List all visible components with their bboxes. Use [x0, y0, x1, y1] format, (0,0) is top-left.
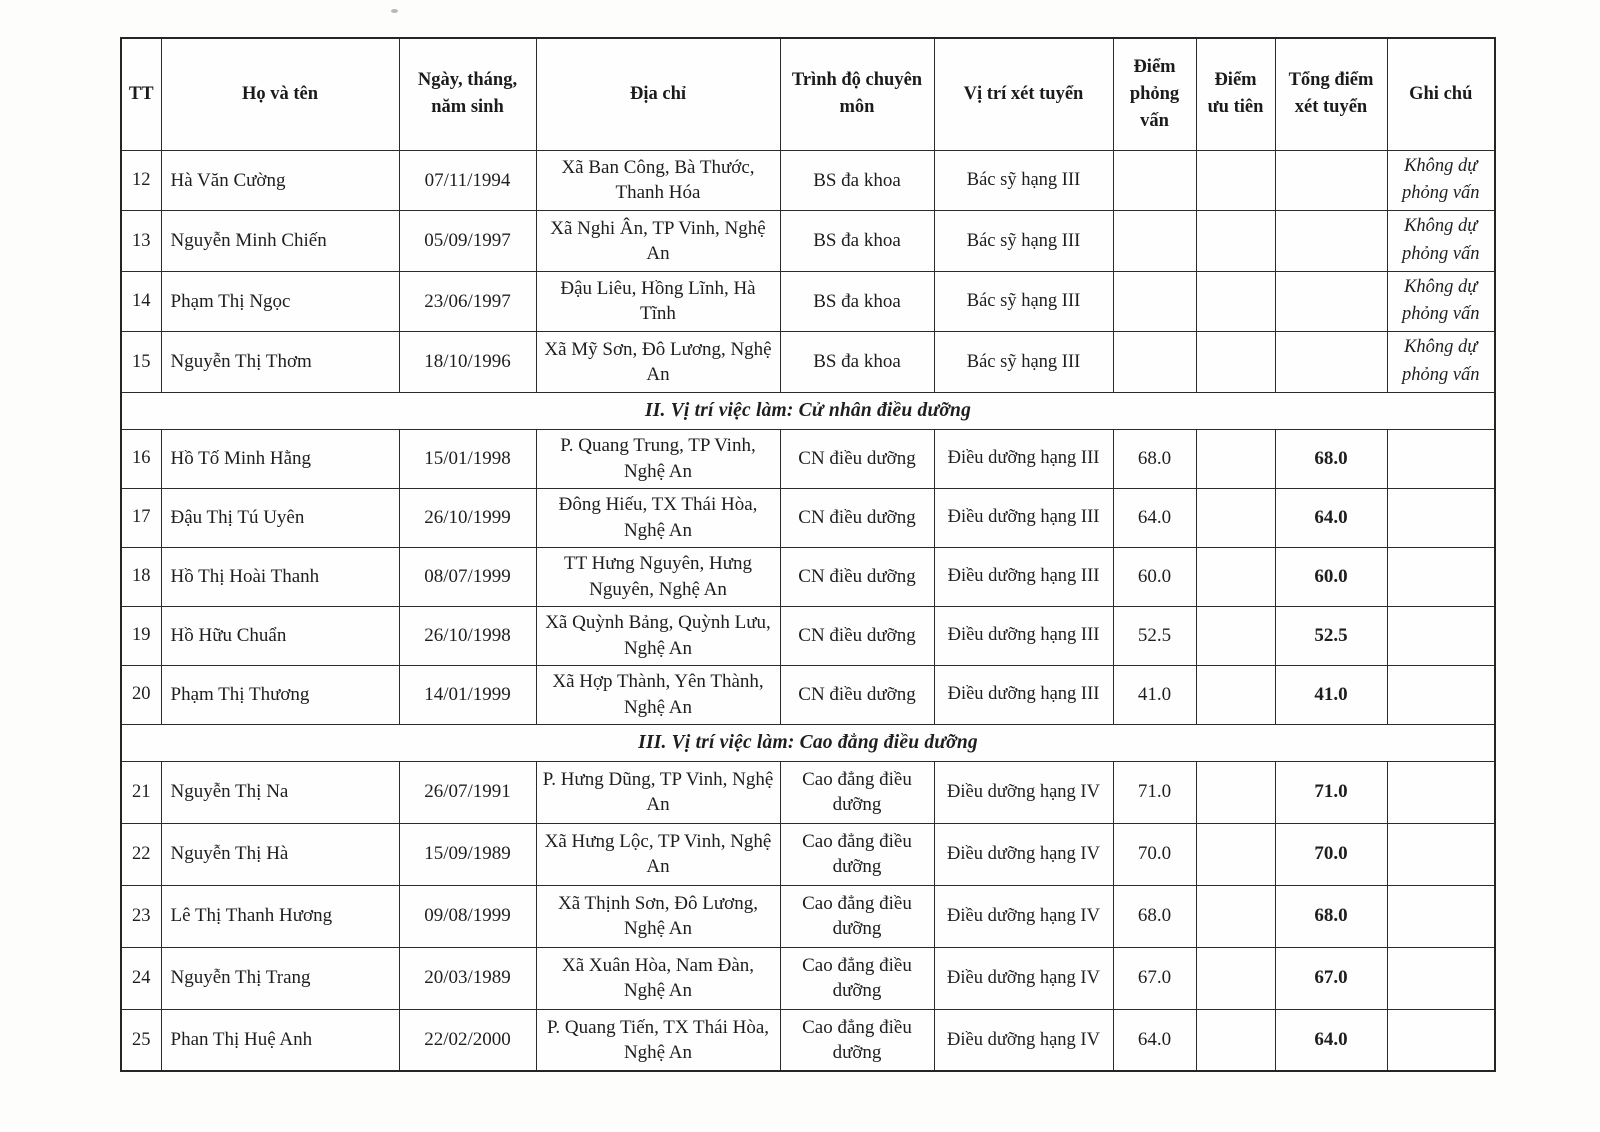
column-header-interview-score: Điểm phỏng vấn — [1113, 38, 1196, 150]
section-title: II. Vị trí việc làm: Cử nhân điều dưỡng — [121, 392, 1495, 429]
cell-qualification: BS đa khoa — [780, 211, 934, 272]
cell-stt: 15 — [121, 332, 161, 393]
cell-priority-score — [1196, 488, 1275, 547]
cell-interview-score: 52.5 — [1113, 606, 1196, 665]
cell-priority-score — [1196, 761, 1275, 823]
cell-priority-score — [1196, 947, 1275, 1009]
cell-total-score: 67.0 — [1275, 947, 1387, 1009]
cell-total-score: 52.5 — [1275, 606, 1387, 665]
cell-fullname: Nguyễn Thị Na — [161, 761, 399, 823]
cell-dob: 20/03/1989 — [399, 947, 536, 1009]
cell-priority-score — [1196, 665, 1275, 724]
cell-total-score: 68.0 — [1275, 885, 1387, 947]
table-row — [121, 271, 1495, 332]
cell-priority-score — [1196, 332, 1275, 393]
cell-fullname: Hà Văn Cường — [161, 150, 399, 211]
cell-note: Không dự phỏng vấn — [1387, 332, 1495, 393]
cell-position: Bác sỹ hạng III — [934, 332, 1113, 393]
cell-dob: 08/07/1999 — [399, 547, 536, 606]
cell-qualification: CN điều dưỡng — [780, 547, 934, 606]
column-header-note: Ghi chú — [1387, 38, 1495, 150]
cell-note — [1387, 1009, 1495, 1071]
cell-dob: 22/02/2000 — [399, 1009, 536, 1071]
table-row — [121, 429, 1495, 488]
cell-stt: 25 — [121, 1009, 161, 1071]
table-row — [121, 332, 1495, 393]
cell-total-score — [1275, 332, 1387, 393]
cell-total-score: 68.0 — [1275, 429, 1387, 488]
column-header-address: Địa chỉ — [536, 38, 780, 150]
cell-qualification: Cao đẳng điều dưỡng — [780, 885, 934, 947]
cell-total-score — [1275, 271, 1387, 332]
cell-stt: 18 — [121, 547, 161, 606]
cell-fullname: Phạm Thị Ngọc — [161, 271, 399, 332]
cell-fullname: Hồ Tố Minh Hằng — [161, 429, 399, 488]
cell-interview-score: 71.0 — [1113, 761, 1196, 823]
cell-stt: 13 — [121, 211, 161, 272]
cell-qualification: BS đa khoa — [780, 271, 934, 332]
cell-qualification: CN điều dưỡng — [780, 606, 934, 665]
cell-fullname: Phan Thị Huệ Anh — [161, 1009, 399, 1071]
table-row — [121, 606, 1495, 665]
table-row — [121, 823, 1495, 885]
cell-dob: 05/09/1997 — [399, 211, 536, 272]
cell-total-score — [1275, 211, 1387, 272]
cell-position: Điều dưỡng hạng IV — [934, 885, 1113, 947]
column-header-qualification: Trình độ chuyên môn — [780, 38, 934, 150]
cell-total-score: 64.0 — [1275, 1009, 1387, 1071]
cell-priority-score — [1196, 606, 1275, 665]
cell-position: Điều dưỡng hạng III — [934, 547, 1113, 606]
table-row — [121, 1009, 1495, 1071]
cell-stt: 23 — [121, 885, 161, 947]
table-row — [121, 947, 1495, 1009]
cell-total-score: 70.0 — [1275, 823, 1387, 885]
cell-interview-score — [1113, 271, 1196, 332]
cell-interview-score: 68.0 — [1113, 429, 1196, 488]
cell-total-score: 60.0 — [1275, 547, 1387, 606]
cell-position: Bác sỹ hạng III — [934, 211, 1113, 272]
cell-position: Bác sỹ hạng III — [934, 271, 1113, 332]
cell-address: Đậu Liêu, Hồng Lĩnh, Hà Tĩnh — [536, 271, 780, 332]
cell-interview-score — [1113, 211, 1196, 272]
section-title: III. Vị trí việc làm: Cao đẳng điều dưỡng — [121, 724, 1495, 761]
cell-address: TT Hưng Nguyên, Hưng Nguyên, Nghệ An — [536, 547, 780, 606]
cell-qualification: Cao đẳng điều dưỡng — [780, 761, 934, 823]
cell-priority-score — [1196, 1009, 1275, 1071]
cell-qualification: BS đa khoa — [780, 332, 934, 393]
cell-fullname: Nguyễn Minh Chiến — [161, 211, 399, 272]
cell-fullname: Phạm Thị Thương — [161, 665, 399, 724]
cell-dob: 07/11/1994 — [399, 150, 536, 211]
cell-note — [1387, 665, 1495, 724]
cell-address: P. Quang Tiến, TX Thái Hòa, Nghệ An — [536, 1009, 780, 1071]
table-row — [121, 211, 1495, 272]
cell-interview-score: 70.0 — [1113, 823, 1196, 885]
table-row — [121, 885, 1495, 947]
cell-interview-score: 64.0 — [1113, 1009, 1196, 1071]
cell-dob: 09/08/1999 — [399, 885, 536, 947]
cell-interview-score: 41.0 — [1113, 665, 1196, 724]
cell-note — [1387, 947, 1495, 1009]
cell-priority-score — [1196, 885, 1275, 947]
cell-priority-score — [1196, 211, 1275, 272]
cell-qualification: Cao đẳng điều dưỡng — [780, 823, 934, 885]
cell-interview-score — [1113, 332, 1196, 393]
cell-stt: 16 — [121, 429, 161, 488]
cell-fullname: Hồ Hữu Chuẩn — [161, 606, 399, 665]
cell-priority-score — [1196, 547, 1275, 606]
cell-position: Điều dưỡng hạng III — [934, 429, 1113, 488]
cell-interview-score: 64.0 — [1113, 488, 1196, 547]
cell-note — [1387, 885, 1495, 947]
table-row — [121, 488, 1495, 547]
cell-position: Bác sỹ hạng III — [934, 150, 1113, 211]
cell-address: Xã Quỳnh Bảng, Quỳnh Lưu, Nghệ An — [536, 606, 780, 665]
section-header-row — [121, 392, 1495, 429]
cell-note — [1387, 429, 1495, 488]
table-row — [121, 665, 1495, 724]
cell-fullname: Nguyễn Thị Trang — [161, 947, 399, 1009]
cell-total-score: 41.0 — [1275, 665, 1387, 724]
cell-priority-score — [1196, 429, 1275, 488]
cell-dob: 26/07/1991 — [399, 761, 536, 823]
scan-speckle — [391, 9, 398, 13]
table-row — [121, 547, 1495, 606]
cell-interview-score: 60.0 — [1113, 547, 1196, 606]
cell-total-score — [1275, 150, 1387, 211]
cell-address: Xã Nghi Ân, TP Vinh, Nghệ An — [536, 211, 780, 272]
cell-stt: 22 — [121, 823, 161, 885]
cell-note — [1387, 547, 1495, 606]
column-header-fullname: Họ và tên — [161, 38, 399, 150]
cell-address: P. Hưng Dũng, TP Vinh, Nghệ An — [536, 761, 780, 823]
cell-fullname: Đậu Thị Tú Uyên — [161, 488, 399, 547]
cell-dob: 26/10/1999 — [399, 488, 536, 547]
cell-address: Xã Ban Công, Bà Thước, Thanh Hóa — [536, 150, 780, 211]
cell-interview-score: 68.0 — [1113, 885, 1196, 947]
column-header-priority-score: Điểm ưu tiên — [1196, 38, 1275, 150]
cell-priority-score — [1196, 271, 1275, 332]
cell-note: Không dự phỏng vấn — [1387, 271, 1495, 332]
cell-position: Điều dưỡng hạng IV — [934, 761, 1113, 823]
cell-stt: 14 — [121, 271, 161, 332]
cell-position: Điều dưỡng hạng IV — [934, 1009, 1113, 1071]
column-header-tt: TT — [121, 38, 161, 150]
column-header-dob: Ngày, tháng, năm sinh — [399, 38, 536, 150]
cell-total-score: 71.0 — [1275, 761, 1387, 823]
cell-note: Không dự phỏng vấn — [1387, 211, 1495, 272]
cell-fullname: Lê Thị Thanh Hương — [161, 885, 399, 947]
cell-stt: 21 — [121, 761, 161, 823]
cell-note — [1387, 488, 1495, 547]
cell-note — [1387, 606, 1495, 665]
cell-note — [1387, 761, 1495, 823]
cell-qualification: Cao đẳng điều dưỡng — [780, 1009, 934, 1071]
recruitment-results-table — [120, 37, 1496, 1072]
cell-fullname: Hồ Thị Hoài Thanh — [161, 547, 399, 606]
cell-stt: 17 — [121, 488, 161, 547]
table-row — [121, 150, 1495, 211]
cell-qualification: CN điều dưỡng — [780, 429, 934, 488]
table-row — [121, 761, 1495, 823]
cell-position: Điều dưỡng hạng IV — [934, 823, 1113, 885]
column-header-position: Vị trí xét tuyển — [934, 38, 1113, 150]
cell-qualification: BS đa khoa — [780, 150, 934, 211]
cell-address: Đông Hiếu, TX Thái Hòa, Nghệ An — [536, 488, 780, 547]
cell-stt: 12 — [121, 150, 161, 211]
cell-note — [1387, 823, 1495, 885]
cell-dob: 18/10/1996 — [399, 332, 536, 393]
cell-stt: 19 — [121, 606, 161, 665]
header-row — [121, 38, 1495, 150]
cell-fullname: Nguyễn Thị Thơm — [161, 332, 399, 393]
cell-position: Điều dưỡng hạng III — [934, 606, 1113, 665]
cell-priority-score — [1196, 150, 1275, 211]
cell-dob: 14/01/1999 — [399, 665, 536, 724]
cell-interview-score — [1113, 150, 1196, 211]
cell-qualification: CN điều dưỡng — [780, 488, 934, 547]
cell-interview-score: 67.0 — [1113, 947, 1196, 1009]
cell-total-score: 64.0 — [1275, 488, 1387, 547]
cell-address: Xã Hưng Lộc, TP Vinh, Nghệ An — [536, 823, 780, 885]
cell-qualification: CN điều dưỡng — [780, 665, 934, 724]
cell-qualification: Cao đẳng điều dưỡng — [780, 947, 934, 1009]
cell-address: Xã Mỹ Sơn, Đô Lương, Nghệ An — [536, 332, 780, 393]
cell-fullname: Nguyễn Thị Hà — [161, 823, 399, 885]
cell-priority-score — [1196, 823, 1275, 885]
cell-dob: 23/06/1997 — [399, 271, 536, 332]
cell-address: P. Quang Trung, TP Vinh, Nghệ An — [536, 429, 780, 488]
cell-stt: 20 — [121, 665, 161, 724]
cell-address: Xã Xuân Hòa, Nam Đàn, Nghệ An — [536, 947, 780, 1009]
section-header-row — [121, 724, 1495, 761]
cell-position: Điều dưỡng hạng IV — [934, 947, 1113, 1009]
cell-dob: 26/10/1998 — [399, 606, 536, 665]
column-header-total-score: Tổng điểm xét tuyển — [1275, 38, 1387, 150]
cell-note: Không dự phỏng vấn — [1387, 150, 1495, 211]
cell-dob: 15/01/1998 — [399, 429, 536, 488]
cell-dob: 15/09/1989 — [399, 823, 536, 885]
cell-address: Xã Thịnh Sơn, Đô Lương, Nghệ An — [536, 885, 780, 947]
cell-stt: 24 — [121, 947, 161, 1009]
cell-position: Điều dưỡng hạng III — [934, 665, 1113, 724]
cell-address: Xã Hợp Thành, Yên Thành, Nghệ An — [536, 665, 780, 724]
cell-position: Điều dưỡng hạng III — [934, 488, 1113, 547]
